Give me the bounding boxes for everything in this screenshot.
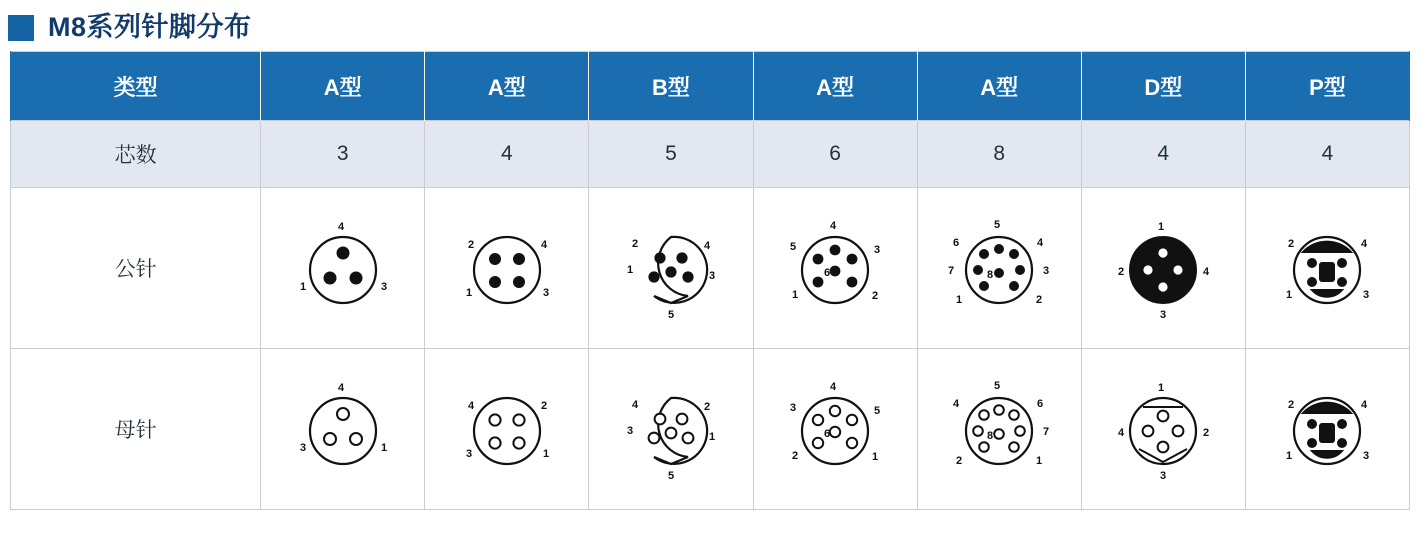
header-cell-4: A型 (753, 52, 917, 121)
svg-text:5: 5 (873, 405, 881, 417)
connector-female-6pin-icon (775, 369, 895, 489)
svg-text:4: 4 (829, 381, 837, 393)
connector-male-8pin-icon (939, 208, 1059, 328)
svg-text:5: 5 (789, 241, 797, 253)
header-cell-1: A型 (261, 52, 425, 121)
svg-text:3: 3 (1363, 289, 1370, 301)
svg-text:4: 4 (1361, 399, 1368, 411)
core-count-6: 4 (1081, 121, 1245, 188)
header-cell-5: A型 (917, 52, 1081, 121)
svg-text:1: 1 (1286, 289, 1293, 301)
diagram-male-3pin (261, 188, 425, 349)
svg-text:8: 8 (987, 269, 994, 281)
svg-text:3: 3 (465, 448, 472, 460)
diagram-male-8pin (917, 188, 1081, 349)
svg-text:4: 4 (631, 399, 638, 411)
svg-text:6: 6 (823, 267, 831, 279)
svg-text:3: 3 (1160, 309, 1167, 321)
table-row (11, 188, 1410, 349)
header-cell-3: B型 (589, 52, 753, 121)
svg-text:4: 4 (703, 240, 710, 252)
svg-text:2: 2 (956, 455, 963, 467)
svg-text:6: 6 (953, 237, 960, 249)
connector-female-4pin-p-icon (1267, 369, 1387, 489)
svg-text:5: 5 (994, 219, 1001, 231)
svg-text:4: 4 (1037, 237, 1044, 249)
diagram-male-4pin-p (1245, 188, 1409, 349)
svg-text:1: 1 (465, 287, 472, 299)
svg-text:2: 2 (631, 238, 638, 250)
connector-female-3pin-icon (283, 369, 403, 489)
svg-text:3: 3 (542, 287, 549, 299)
header-cell-type: 类型 (11, 52, 261, 121)
svg-text:5: 5 (667, 470, 674, 482)
row-label-female-pin: 母针 (11, 349, 261, 510)
svg-text:3: 3 (1363, 450, 1370, 462)
svg-text:6: 6 (823, 428, 831, 440)
svg-text:2: 2 (540, 400, 547, 412)
svg-text:3: 3 (1160, 470, 1167, 482)
diagram-male-5pin (589, 188, 753, 349)
svg-text:7: 7 (948, 265, 955, 277)
header-cell-6: D型 (1081, 52, 1245, 121)
connector-female-4pin-d-icon (1103, 369, 1223, 489)
svg-text:7: 7 (1043, 426, 1050, 438)
connector-female-8pin-icon (939, 369, 1059, 489)
page-title-text: M8系列针脚分布 (48, 12, 252, 42)
header-cell-7: P型 (1245, 52, 1409, 121)
header-cell-2: A型 (425, 52, 589, 121)
core-count-2: 4 (425, 121, 589, 188)
svg-text:1: 1 (626, 264, 633, 276)
title-marker-icon (8, 15, 34, 41)
diagram-female-5pin (589, 349, 753, 510)
svg-text:4: 4 (467, 400, 474, 412)
diagram-male-4pin-d (1081, 188, 1245, 349)
svg-text:2: 2 (871, 290, 879, 302)
table-row (11, 121, 1410, 188)
svg-text:1: 1 (380, 442, 387, 454)
svg-text:2: 2 (703, 401, 710, 413)
svg-text:4: 4 (540, 239, 547, 251)
connector-male-5pin-icon (611, 208, 731, 328)
svg-text:3: 3 (708, 270, 715, 282)
svg-text:5: 5 (994, 380, 1001, 392)
page-title (0, 0, 1428, 51)
svg-text:2: 2 (1036, 294, 1043, 306)
diagram-female-6pin (753, 349, 917, 510)
svg-text:4: 4 (829, 220, 837, 232)
connector-male-4pin-d-icon (1103, 208, 1223, 328)
core-count-5: 8 (917, 121, 1081, 188)
diagram-female-4pin-d (1081, 349, 1245, 510)
connector-female-5pin-icon (611, 369, 731, 489)
svg-text:3: 3 (380, 281, 387, 293)
diagram-female-3pin (261, 349, 425, 510)
svg-text:2: 2 (791, 450, 799, 462)
connector-male-3pin-icon (283, 208, 403, 328)
core-count-1: 3 (261, 121, 425, 188)
connector-male-6pin-icon (775, 208, 895, 328)
pinout-table (10, 51, 1410, 510)
svg-text:4: 4 (337, 382, 344, 394)
core-count-4: 6 (753, 121, 917, 188)
connector-male-4pin-icon (447, 208, 567, 328)
diagram-female-8pin (917, 349, 1081, 510)
diagram-female-4pin-p (1245, 349, 1409, 510)
svg-text:1: 1 (1158, 382, 1165, 394)
svg-text:1: 1 (871, 451, 879, 463)
svg-text:3: 3 (873, 244, 881, 256)
svg-text:1: 1 (791, 289, 799, 301)
svg-text:2: 2 (1203, 427, 1210, 439)
svg-text:1: 1 (1036, 455, 1043, 467)
table-header-row (11, 52, 1410, 121)
svg-text:1: 1 (1286, 450, 1293, 462)
svg-text:2: 2 (1288, 399, 1295, 411)
svg-text:4: 4 (1361, 238, 1368, 250)
svg-text:3: 3 (789, 402, 797, 414)
svg-text:4: 4 (337, 221, 344, 233)
svg-text:2: 2 (1288, 238, 1295, 250)
svg-text:1: 1 (299, 281, 306, 293)
svg-text:3: 3 (1043, 265, 1050, 277)
connector-female-4pin-icon (447, 369, 567, 489)
svg-text:2: 2 (1118, 266, 1125, 278)
connector-male-4pin-p-icon (1267, 208, 1387, 328)
svg-text:4: 4 (1203, 266, 1210, 278)
svg-text:2: 2 (467, 239, 474, 251)
table-row (11, 349, 1410, 510)
svg-text:3: 3 (626, 425, 633, 437)
core-count-3: 5 (589, 121, 753, 188)
svg-text:1: 1 (708, 431, 715, 443)
svg-text:1: 1 (1158, 221, 1165, 233)
diagram-male-6pin (753, 188, 917, 349)
svg-text:4: 4 (1118, 427, 1125, 439)
svg-text:4: 4 (953, 398, 960, 410)
svg-text:3: 3 (299, 442, 306, 454)
svg-text:1: 1 (542, 448, 549, 460)
row-label-core-count: 芯数 (11, 121, 261, 188)
table-header (11, 52, 1410, 121)
svg-text:1: 1 (956, 294, 963, 306)
core-count-7: 4 (1245, 121, 1409, 188)
diagram-female-4pin (425, 349, 589, 510)
row-label-male-pin: 公针 (11, 188, 261, 349)
svg-text:6: 6 (1037, 398, 1044, 410)
diagram-male-4pin (425, 188, 589, 349)
svg-text:8: 8 (987, 430, 994, 442)
svg-text:5: 5 (667, 309, 674, 321)
